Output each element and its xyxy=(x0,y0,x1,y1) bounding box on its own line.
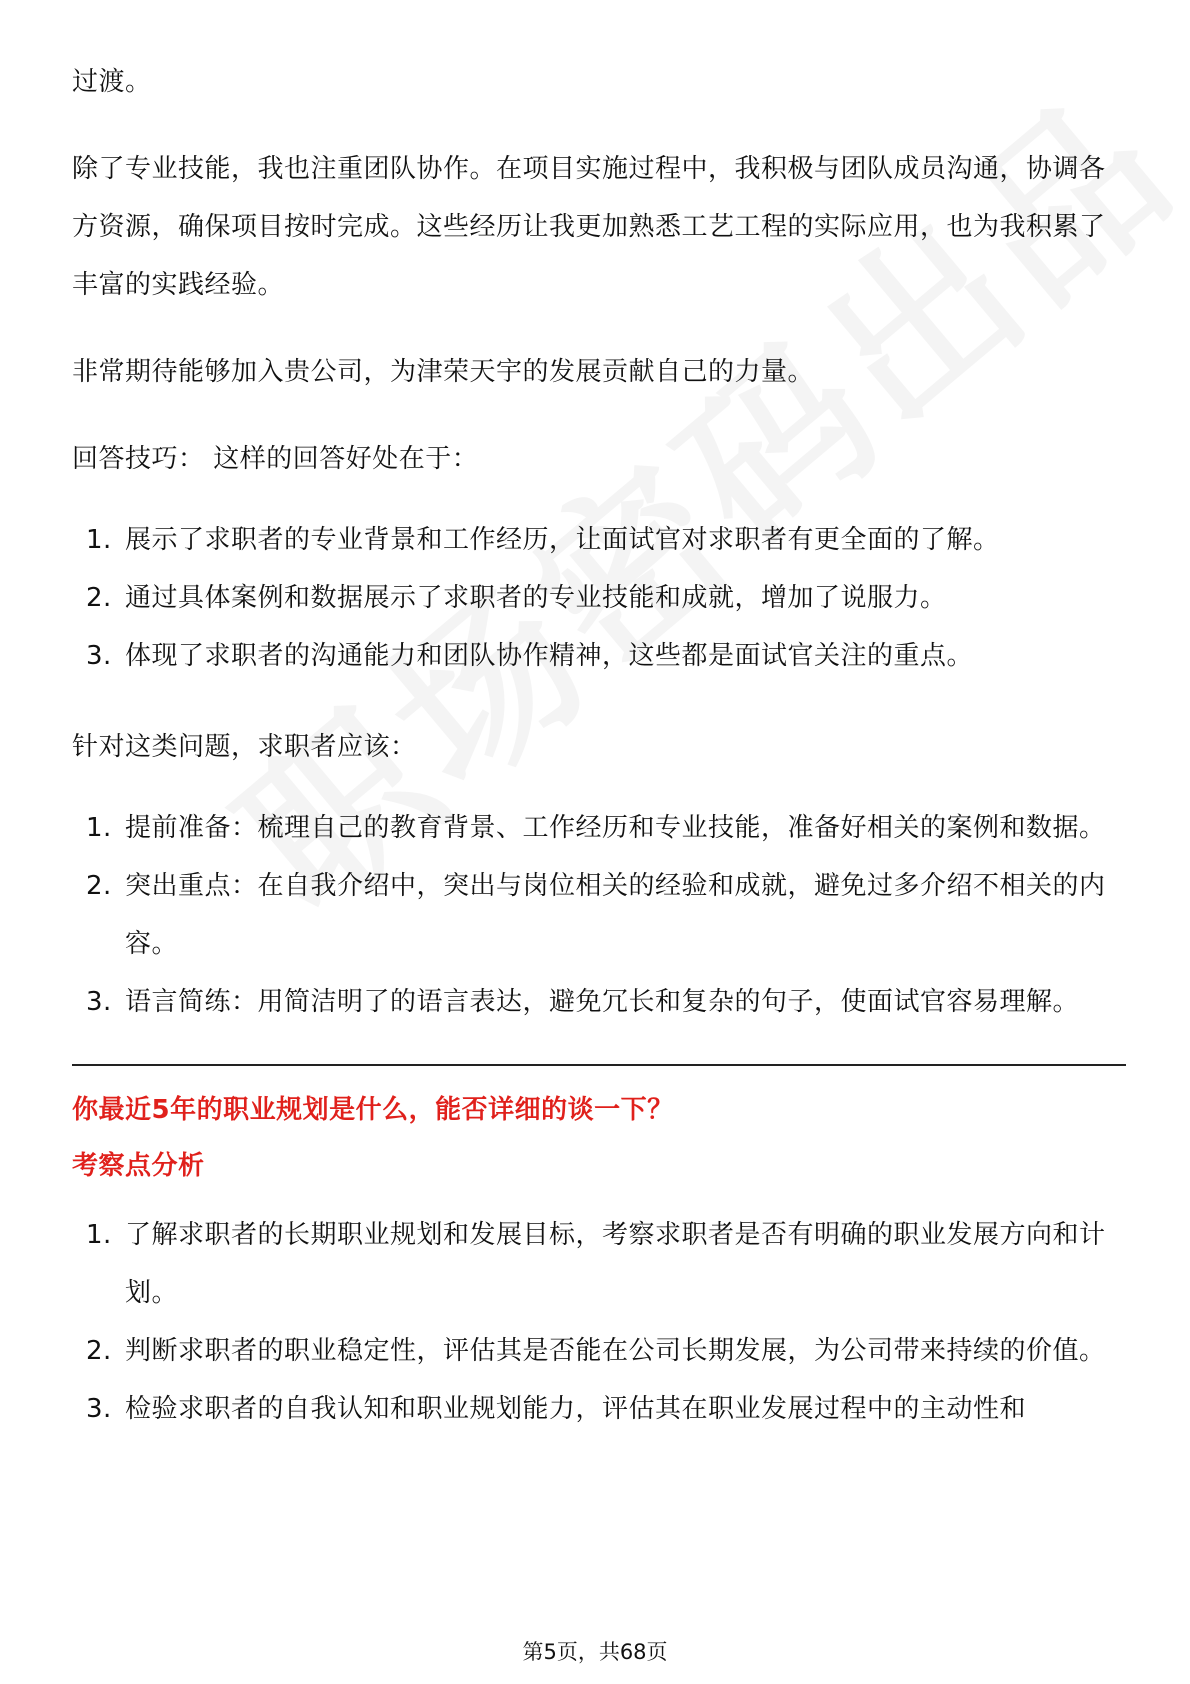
list-item xyxy=(72,857,1122,973)
list-item xyxy=(72,1206,1122,1322)
analysis-list xyxy=(72,1206,1122,1438)
paragraph-teamwork: 除了专业技能，我也注重团队协作。在项目实施过程中，我积极与团队成员沟通，协调各方资源，确保项目按时完成。这些经历让我更加熟悉工艺工程的实际应用，也为我积累了丰富的实践经验。 xyxy=(72,154,1106,300)
list-item xyxy=(72,799,1122,857)
page-footer: 第5页，共68页 xyxy=(522,1640,668,1664)
list-number: 1. xyxy=(86,525,112,555)
list-text: 通过具体案例和数据展示了求职者的专业技能和成就，增加了说服力。 xyxy=(125,583,947,613)
list-text: 判断求职者的职业稳定性，评估其是否能在公司长期发展，为公司带来持续的价值。 xyxy=(125,1336,1106,1366)
list-item xyxy=(72,627,1122,685)
answer-tips-heading: 回答技巧： 这样的回答好处在于： xyxy=(72,444,479,474)
list-item xyxy=(72,511,1122,569)
document-content xyxy=(72,62,1122,1471)
list-number: 3. xyxy=(86,641,112,671)
list-item xyxy=(72,569,1122,627)
section-divider xyxy=(72,1064,1126,1066)
answer-tips-list xyxy=(72,511,1122,685)
list-number: 3. xyxy=(86,1394,112,1424)
list-text: 了解求职者的长期职业规划和发展目标，考察求职者是否有明确的职业发展方向和计划。 xyxy=(125,1220,1106,1308)
list-text: 展示了求职者的专业背景和工作经历，让面试官对求职者有更全面的了解。 xyxy=(125,525,1000,555)
list-number: 1. xyxy=(86,1220,112,1250)
list-item xyxy=(72,1322,1122,1380)
list-item xyxy=(72,973,1122,1031)
list-text: 体现了求职者的沟通能力和团队协作精神，这些都是面试官关注的重点。 xyxy=(125,641,974,671)
list-text: 语言简练：用简洁明了的语言表达，避免冗长和复杂的句子，使面试官容易理解。 xyxy=(125,987,1080,1017)
list-text: 提前准备：梳理自己的教育背景、工作经历和专业技能，准备好相关的案例和数据。 xyxy=(125,813,1106,843)
list-number: 2. xyxy=(86,871,112,901)
advice-list xyxy=(72,799,1122,1031)
list-number: 1. xyxy=(86,813,112,843)
list-number: 2. xyxy=(86,583,112,613)
paragraph-transition: 过渡。 xyxy=(72,67,152,97)
list-number: 3. xyxy=(86,987,112,1017)
list-text: 检验求职者的自我认知和职业规划能力，评估其在职业发展过程中的主动性和 xyxy=(125,1394,1027,1424)
list-item xyxy=(72,1380,1122,1438)
analysis-title: 考察点分析 xyxy=(72,1151,205,1181)
list-text: 突出重点：在自我介绍中，突出与岗位相关的经验和成就，避免过多介绍不相关的内容。 xyxy=(125,871,1106,959)
question-title: 你最近5年的职业规划是什么，能否详细的谈一下？ xyxy=(72,1095,674,1125)
advice-heading: 针对这类问题，求职者应该： xyxy=(72,732,417,762)
list-number: 2. xyxy=(86,1336,112,1366)
paragraph-closing: 非常期待能够加入贵公司，为津荣天宇的发展贡献自己的力量。 xyxy=(72,357,815,387)
